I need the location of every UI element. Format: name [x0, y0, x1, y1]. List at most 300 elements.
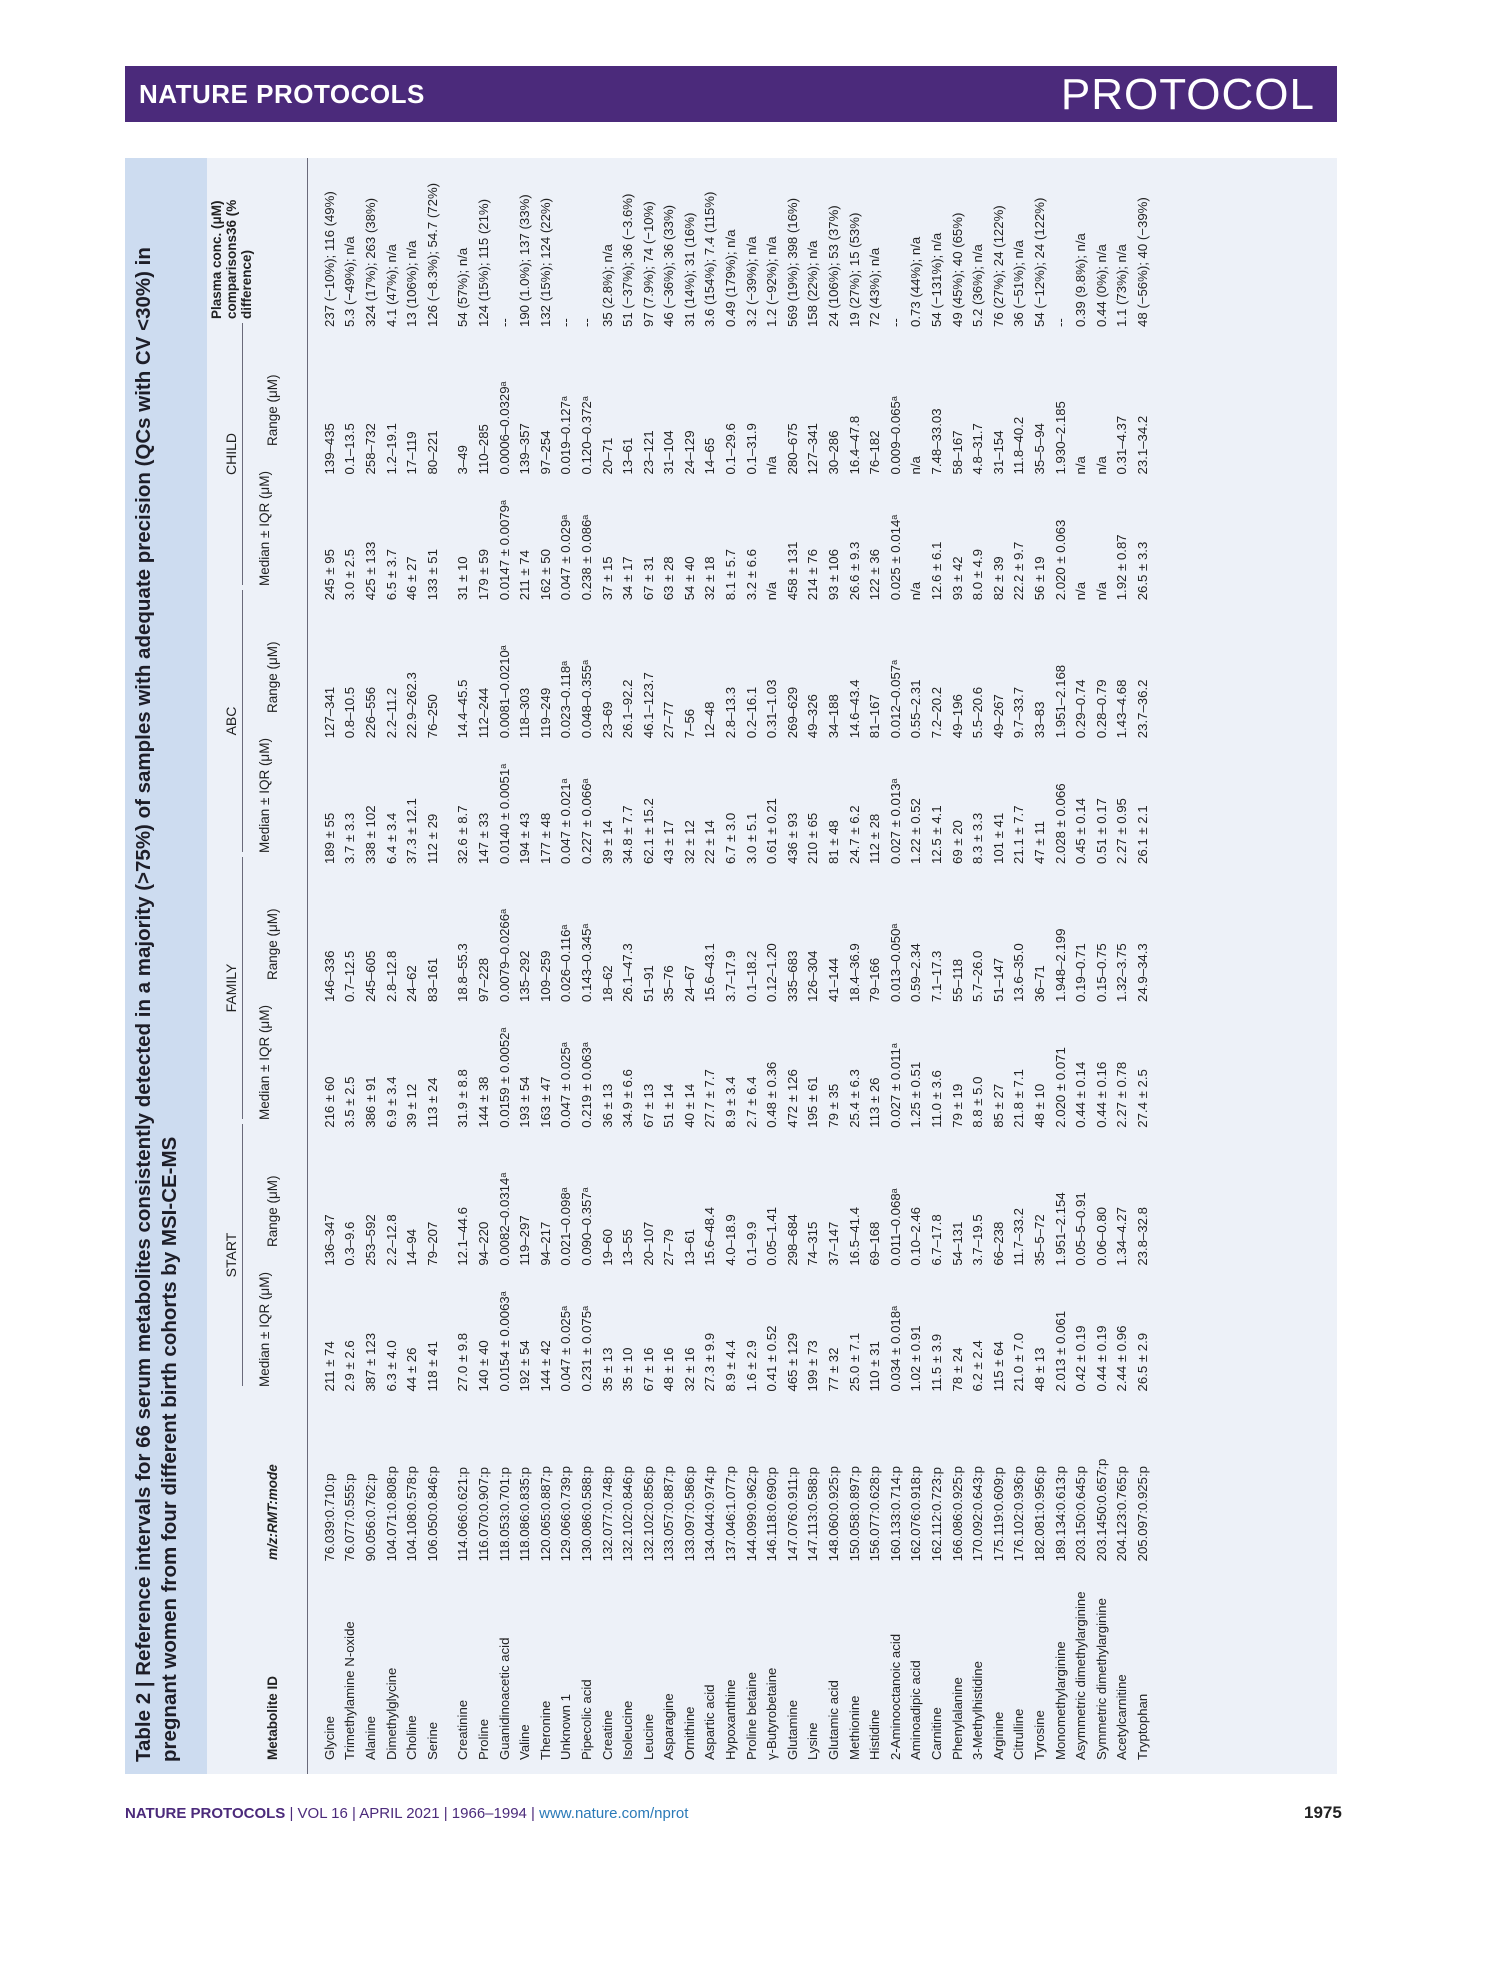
table-cell: Aspartic acid	[702, 1684, 718, 1760]
table-cell: 139–435	[321, 423, 337, 475]
table-cell: 0.011–0.068ᵃ	[887, 1188, 903, 1266]
table-cell: 37–147	[826, 1221, 842, 1266]
table-cell: 253–592	[362, 1214, 378, 1266]
table-cell: 19–60	[599, 1229, 615, 1266]
table-cell: 13–55	[620, 1229, 636, 1266]
table-cell: 48 ± 16	[661, 1347, 677, 1392]
table-cell: Acetylcarnitine	[1114, 1674, 1130, 1760]
table-cell: 16.4–47.8	[846, 415, 862, 475]
header-plasma: Plasma conc. (μM) comparisons36 (% difference)	[209, 199, 254, 319]
table-cell: 1.2–19.1	[383, 423, 399, 475]
table-cell: 0.238 ± 0.086ᵃ	[578, 514, 594, 601]
table-cell: 158 (22%); n/a	[805, 240, 821, 327]
table-cell: 0.2–16.1	[743, 686, 759, 739]
table-row	[453, 158, 474, 1774]
table-cell: 3.7–17.9	[723, 950, 739, 1002]
table-cell: 66–238	[990, 1221, 1006, 1266]
table-cell: 211 ± 74	[321, 1341, 337, 1392]
table-cell: 23–69	[599, 701, 615, 739]
table-cell: 144.099:0.962:p	[743, 1466, 759, 1562]
table-cell	[443, 864, 453, 1002]
table-cell: 194 ± 43	[517, 812, 533, 865]
table-cell: 22 ± 14	[702, 820, 718, 865]
table-cell: --	[578, 318, 594, 327]
table-cell: Glycine	[321, 1716, 337, 1760]
table-cell: 144 ± 42	[537, 1340, 553, 1392]
table-cell: 112 ± 29	[424, 813, 440, 865]
table-cell: 35 ± 13	[599, 1347, 615, 1392]
journal-name: NATURE PROTOCOLS	[139, 79, 425, 109]
table-cell: 189 ± 55	[321, 812, 337, 865]
table-cell: 134.044:0.974:p	[702, 1466, 718, 1562]
table-cell: 0.73 (44%); n/a	[908, 236, 924, 327]
table-cell: 72 (43%); n/a	[867, 247, 883, 327]
table-cell: 216 ± 60	[321, 1076, 337, 1128]
table-cell: Lysine	[805, 1722, 821, 1760]
header-range-abc: Range (μM)	[265, 641, 280, 713]
table-cell: 2.44 ± 0.96	[1114, 1325, 1130, 1392]
table-cell: 210 ± 65	[805, 812, 821, 865]
table-cell: 18.4–36.9	[846, 943, 862, 1002]
table-cell: 63 ± 28	[661, 556, 677, 601]
table-cell: 0.034 ± 0.018ᵃ	[887, 1306, 903, 1392]
table-cell: 0.0154 ± 0.0063ᵃ	[496, 1291, 512, 1392]
table-cell: 23.1–34.2	[1134, 415, 1150, 475]
table-cell: 12.6 ± 6.1	[929, 541, 945, 601]
table-cell: 48 (−56%); 40 (−39%)	[1134, 197, 1150, 327]
table-cell: 0.59–2.34	[908, 943, 924, 1002]
table-cell: 43 ± 17	[661, 820, 677, 865]
footer-journal: NATURE PROTOCOLS	[125, 1805, 286, 1822]
table-cell: 0.227 ± 0.066ᵃ	[578, 778, 594, 865]
table-cell: 0.44 ± 0.14	[1073, 1061, 1089, 1128]
table-cell: 21.1 ± 7.7	[1011, 805, 1027, 865]
table-cell: 0.28–0.79	[1093, 679, 1109, 739]
table-row	[947, 158, 968, 1774]
table-cell: 27.7 ± 7.7	[702, 1069, 718, 1128]
table-row	[988, 158, 1009, 1774]
table-cell: 113 ± 26	[867, 1077, 883, 1128]
table-row	[1091, 158, 1112, 1774]
table-cell: 132.077:0.748:p	[599, 1466, 615, 1562]
table-cell: 1.6 ± 2.9	[743, 1340, 759, 1392]
table-cell	[443, 1266, 453, 1392]
table-cell: 27.0 ± 9.8	[455, 1332, 471, 1392]
table-cell: 6.5 ± 3.7	[383, 549, 399, 601]
table-cell: 14–65	[702, 437, 718, 475]
table-row	[556, 158, 577, 1774]
table-row	[864, 158, 885, 1774]
table-cell: 79–166	[867, 957, 883, 1002]
table-cell: 46.1–123.7	[640, 672, 656, 739]
table-cell: Carnitine	[929, 1707, 945, 1760]
table-cell: 104.108:0.578:p	[404, 1466, 420, 1562]
table-cell: 436 ± 93	[784, 812, 800, 865]
table-cell: 472 ± 126	[784, 1069, 800, 1128]
table-cell: 6.7–17.8	[929, 1214, 945, 1266]
table-cell	[443, 474, 453, 600]
table-cell: 4.1 (47%); n/a	[383, 244, 399, 327]
footer-issue: | VOL 16 | APRIL 2021 | 1966–1994 |	[285, 1805, 540, 1822]
table-cell: 51 (−37%); 36 (−3.6%)	[620, 193, 636, 327]
table-cell: Valine	[517, 1724, 533, 1760]
table-cell: 166.086:0.925:p	[949, 1466, 965, 1562]
table-cell: 34.8 ± 7.7	[620, 805, 636, 865]
table-cell: 203.150:0.645:p	[1073, 1466, 1089, 1562]
table-cell: 7–56	[681, 708, 697, 739]
table-row	[1029, 158, 1050, 1774]
table-row	[782, 158, 803, 1774]
table-cell: 3.5 ± 2.5	[342, 1076, 358, 1128]
table-cell: 90.056:0.762:p	[362, 1473, 378, 1562]
table-cell: 3.2 (−39%); n/a	[743, 236, 759, 327]
table-cell: Tryptophan	[1134, 1693, 1150, 1760]
table-cell: 0.1–31.9	[743, 423, 759, 475]
table-row	[381, 158, 402, 1774]
table-cell: γ-Butyrobetaine	[764, 1667, 780, 1760]
table-cell: --	[558, 318, 574, 327]
table-cell: 112 ± 28	[867, 813, 883, 865]
table-cell: 205.097:0.925:p	[1134, 1466, 1150, 1562]
table-cell: Proline	[475, 1718, 491, 1760]
table-cell: 31.9 ± 8.8	[455, 1069, 471, 1128]
table-cell: 55–118	[949, 958, 965, 1002]
table-cell: 146–336	[321, 950, 337, 1002]
table-cell: 1.2 (−92%); n/a	[764, 236, 780, 327]
table-cell: 5.3 (−49%); n/a	[342, 236, 358, 327]
table-cell	[443, 158, 453, 327]
table-cell: 97–254	[537, 430, 553, 475]
table-cell: 32 ± 18	[702, 556, 718, 601]
table-cell: 67 ± 31	[640, 556, 656, 601]
table-cell: 13 (106%); n/a	[404, 240, 420, 327]
table-cell: 54 (−131%); n/a	[929, 232, 945, 327]
table-cell: 4.0–18.9	[723, 1214, 739, 1266]
table-cell: 119–297	[517, 1215, 533, 1266]
header-median-start: Median ± IQR (μM)	[257, 1272, 272, 1387]
table-cell: Ornithine	[681, 1706, 697, 1760]
table-row	[967, 158, 988, 1774]
table-cell: 83–161	[424, 957, 440, 1002]
table-cell: 35–5–94	[1031, 423, 1047, 475]
table-cell: 0.231 ± 0.075ᵃ	[578, 1306, 594, 1392]
table-cell: 8.1 ± 5.7	[723, 549, 739, 601]
table-cell	[443, 327, 453, 474]
table-cell: 162.076:0.918:p	[908, 1466, 924, 1562]
table-cell: 94–217	[537, 1221, 553, 1266]
table-cell: 79–207	[424, 1221, 440, 1266]
table-cell: 0.49 (179%); n/a	[723, 229, 739, 327]
table-cell: 16.5–41.4	[846, 1207, 862, 1266]
header-range-family: Range (μM)	[265, 908, 280, 980]
table-cell: 0.019–0.127ᵃ	[558, 396, 574, 475]
table-cell: 386 ± 91	[362, 1076, 378, 1128]
table-cell: 22.9–262.3	[404, 672, 420, 739]
table-cell: 3.6 (154%); 7.4 (115%)	[702, 191, 718, 327]
table-cell: 0.0082–0.0314ᵃ	[496, 1172, 512, 1266]
table-cell: 269–629	[784, 686, 800, 739]
table-cell: n/a	[908, 456, 924, 475]
table-cell: 39 ± 12	[404, 1083, 420, 1128]
table-cell: 51 ± 14	[661, 1083, 677, 1128]
table-cell: 280–675	[784, 423, 800, 475]
table-cell: 34 ± 17	[620, 556, 636, 601]
metabolite-table	[319, 158, 1153, 1774]
table-cell: 31 (14%); 31 (16%)	[681, 212, 697, 327]
table-cell: 129.066:0.739:p	[558, 1466, 574, 1562]
table-cell: Choline	[404, 1715, 420, 1760]
table-row	[494, 158, 515, 1774]
table-row	[906, 158, 927, 1774]
table-cell: 20–107	[640, 1221, 656, 1266]
table-cell: 51–91	[640, 965, 656, 1002]
table-cell: 203.1450:0.657:p	[1093, 1458, 1109, 1562]
table-cell: 106.050:0.846:p	[424, 1466, 440, 1562]
table-cell: 2.013 ± 0.061	[1052, 1310, 1068, 1392]
table-cell: 126 (−8.3%); 54.7 (72%)	[424, 182, 440, 327]
table-cell: 124 (15%); 115 (21%)	[475, 198, 491, 327]
table-cell: 14–94	[404, 1229, 420, 1266]
table-cell: 3–49	[455, 445, 471, 475]
table-cell: 31–104	[661, 430, 677, 475]
table-cell: 110–285	[475, 424, 491, 475]
table-cell: 69–168	[867, 1221, 883, 1266]
table-cell: 0.1–29.6	[723, 423, 739, 475]
table-row	[741, 158, 762, 1774]
table-cell: 23–121	[640, 430, 656, 475]
table-cell: 7.48–33.03	[929, 408, 945, 475]
table-cell: 46 ± 27	[404, 556, 420, 601]
table-cell: 137.046:1.077:p	[723, 1466, 739, 1562]
table-cell: 0.12–1.20	[764, 943, 780, 1002]
table-cell: 24–67	[681, 965, 697, 1002]
table-cell: 32 ± 12	[681, 820, 697, 865]
table-cell: 81 ± 48	[826, 820, 842, 865]
table-cell: 189.134:0.613:p	[1052, 1466, 1068, 1562]
table-cell: 26.5 ± 2.9	[1134, 1332, 1150, 1392]
table-cell: 0.29–0.74	[1073, 679, 1089, 739]
table-cell: 114.066:0.621:p	[455, 1467, 471, 1562]
table-cell: Trimethylamine N-oxide	[342, 1621, 358, 1760]
table-cell: 40 ± 14	[681, 1083, 697, 1128]
table-row	[1132, 158, 1153, 1774]
table-cell: 0.8–10.5	[342, 686, 358, 739]
table-cell: 24–62	[404, 965, 420, 1002]
table-cell: 132.102:0.846:p	[620, 1466, 636, 1562]
table-cell: 1.22 ± 0.52	[908, 798, 924, 865]
table-cell: Serine	[424, 1721, 440, 1760]
table-cell: 0.39 (9.8%); n/a	[1073, 233, 1089, 327]
table-row	[803, 158, 824, 1774]
table-cell: 0.219 ± 0.063ᵃ	[578, 1042, 594, 1128]
table-cell: 110 ± 31	[867, 1341, 883, 1392]
table-cell: Methionine	[846, 1695, 862, 1760]
table-row	[700, 158, 721, 1774]
table-cell	[443, 1391, 453, 1561]
table-cell: 0.047 ± 0.021ᵃ	[558, 778, 574, 865]
table-cell: 5.5–20.6	[970, 686, 986, 739]
table-row	[720, 158, 741, 1774]
table-cell: 33–83	[1031, 701, 1047, 739]
table-cell: 0.51 ± 0.17	[1093, 798, 1109, 865]
table-cell: 35 ± 10	[620, 1347, 636, 1392]
table-cell: 14.4–45.5	[455, 679, 471, 739]
table-cell: 146.118:0.690:p	[764, 1467, 780, 1562]
table-cell: 2.9 ± 2.6	[342, 1340, 358, 1392]
table-cell: 0.090–0.357ᵃ	[578, 1187, 594, 1266]
table-cell: 425 ± 133	[362, 541, 378, 601]
table-cell: 44 ± 26	[404, 1347, 420, 1392]
table-cell: 0.1–13.5	[342, 423, 358, 475]
table-cell: 35 (2.8%); n/a	[599, 244, 615, 327]
table-cell: 11.5 ± 3.9	[929, 1333, 945, 1392]
table-cell: 0.009–0.065ᵃ	[887, 396, 903, 475]
table-row	[926, 158, 947, 1774]
rotated-table-panel	[125, 158, 1337, 1774]
table-cell: 147 ± 33	[475, 812, 491, 865]
table-cell: 36 (−51%); n/a	[1011, 240, 1027, 327]
table-cell: 113 ± 24	[424, 1077, 440, 1128]
table-cell: 85 ± 27	[990, 1083, 1006, 1128]
table-cell: 21.0 ± 7.0	[1011, 1332, 1027, 1392]
table-cell: 147.076:0.911:p	[784, 1467, 800, 1562]
table-cell: 48 ± 10	[1031, 1083, 1047, 1128]
table-cell: 0.55–2.31	[908, 679, 924, 739]
table-cell: 3.0 ± 5.1	[743, 812, 759, 865]
table-cell: 0.0147 ± 0.0079ᵃ	[496, 500, 512, 601]
table-cell: 199 ± 73	[805, 1340, 821, 1392]
table-cell: Citrulline	[1011, 1708, 1027, 1760]
table-cell: 0.48 ± 0.36	[764, 1061, 780, 1128]
table-cell: 76–182	[867, 430, 883, 475]
table-cell: 139–357	[517, 423, 533, 475]
table-cell: 56 ± 19	[1031, 556, 1047, 601]
table-cell: 2.028 ± 0.066	[1052, 783, 1068, 865]
table-cell: 6.3 ± 4.0	[383, 1340, 399, 1392]
table-cell: 76.077:0.555:p	[342, 1473, 358, 1562]
table-cell: 31 ± 10	[455, 556, 471, 601]
table-cell: 1.25 ± 0.51	[908, 1061, 924, 1128]
table-cell: 2.2–11.2	[383, 687, 399, 739]
table-cell: 132.102:0.856:p	[640, 1466, 656, 1562]
table-cell: 0.120–0.372ᵃ	[578, 396, 594, 475]
table-row	[1050, 158, 1071, 1774]
header-mode: m/z:RMT:mode	[265, 1464, 280, 1560]
footer-url[interactable]: www.nature.com/nprot	[539, 1805, 689, 1822]
table-cell: 37 ± 15	[599, 556, 615, 601]
table-cell: 109–259	[537, 950, 553, 1002]
table-cell: 8.0 ± 4.9	[970, 549, 986, 601]
table-cell: 258–732	[362, 423, 378, 475]
table-cell: 193 ± 54	[517, 1076, 533, 1128]
table-cell: 182.081:0.956:p	[1031, 1466, 1047, 1562]
table-cell: 97 (7.9%); 74 (−10%)	[640, 201, 656, 327]
table-cell: 15.6–48.4	[702, 1207, 718, 1266]
table-cell: 24.7 ± 6.2	[846, 805, 862, 865]
table-cell: 118 ± 41	[424, 1341, 440, 1392]
table-cell: n/a	[1073, 581, 1089, 601]
table-cell: n/a	[764, 581, 780, 601]
table-cell: 148.060:0.925:p	[826, 1466, 842, 1562]
table-cell: 2.8–12.8	[383, 950, 399, 1002]
table-cell: Isoleucine	[620, 1700, 636, 1760]
table-cell: 0.61 ± 0.21	[764, 798, 780, 865]
table-cell: 136–347	[321, 1214, 337, 1266]
table-cell: 192 ± 54	[517, 1340, 533, 1392]
table-cell: 0.44 ± 0.16	[1093, 1061, 1109, 1128]
table-cell: 177 ± 48	[537, 812, 553, 865]
table-cell: 179 ± 59	[475, 549, 491, 601]
table-cell: 118–303	[517, 687, 533, 739]
table-cell: Symmetric dimethylarginine	[1093, 1598, 1109, 1760]
table-cell: 0.05–1.41	[764, 1207, 780, 1266]
table-row	[422, 158, 443, 1774]
table-cell: Glutamine	[784, 1699, 800, 1760]
table-cell: 79 ± 19	[949, 1083, 965, 1128]
table-cell: 74–315	[805, 1221, 821, 1266]
table-cell: 298–684	[784, 1214, 800, 1266]
table-cell: 49–326	[805, 694, 821, 739]
table-cell: 0.44 ± 0.19	[1093, 1325, 1109, 1392]
table-cell: Dimethylglycine	[383, 1667, 399, 1760]
table-row	[1009, 158, 1030, 1774]
table-cell: 8.3 ± 3.3	[970, 812, 986, 865]
table-cell: 8.9 ± 4.4	[723, 1340, 739, 1392]
table-cell: 0.31–1.03	[764, 679, 780, 739]
table-cell: 0.0079–0.0266ᵃ	[496, 909, 512, 1002]
table-cell: 122 ± 36	[867, 549, 883, 601]
table-cell: 21.8 ± 7.1	[1011, 1069, 1027, 1128]
table-cell: 76 (27%); 24 (122%)	[990, 205, 1006, 327]
table-cell: 23.7–36.2	[1134, 679, 1150, 739]
table-cell: 36 ± 13	[599, 1083, 615, 1128]
table-cell: 2.8–13.3	[723, 686, 739, 739]
table-cell: 2.27 ± 0.78	[1114, 1061, 1130, 1128]
table-cell: 2.2–12.8	[383, 1214, 399, 1266]
table-cell: 465 ± 129	[784, 1332, 800, 1392]
table-cell: Phenylalanine	[949, 1677, 965, 1760]
table-cell: 163 ± 47	[537, 1076, 553, 1128]
table-cell: 94–220	[475, 1221, 491, 1266]
table-cell: 1.951–2.168	[1052, 664, 1068, 739]
table-row	[319, 158, 340, 1774]
table-cell: 0.06–0.80	[1093, 1207, 1109, 1266]
table-cell: 0.0159 ± 0.0052ᵃ	[496, 1027, 512, 1128]
table-cell: 77 ± 32	[826, 1347, 842, 1392]
table-cell: Pipecolic acid	[578, 1679, 594, 1760]
table-cell: 26.1 ± 2.1	[1134, 805, 1150, 865]
table-cell: 335–683	[784, 950, 800, 1002]
cohort-abc: ABC	[223, 590, 243, 852]
table-row	[844, 158, 865, 1774]
table-cell: 3.7–19.5	[970, 1214, 986, 1266]
page-number: 1975	[1304, 1803, 1342, 1822]
table-cell: 1.32–3.75	[1114, 943, 1130, 1002]
table-cell: 6.7 ± 3.0	[723, 812, 739, 865]
table-cell: 76–250	[424, 694, 440, 739]
table-cell: 245–605	[362, 950, 378, 1002]
table-cell: 27–79	[661, 1229, 677, 1266]
table-cell: 8.9 ± 3.4	[723, 1076, 739, 1128]
cohort-start: START	[223, 1124, 243, 1386]
table-cell: 26.1–92.2	[620, 679, 636, 739]
table-cell: 15.6–43.1	[702, 943, 718, 1002]
table-cell: 80–221	[424, 430, 440, 475]
table-cell: 41–144	[826, 957, 842, 1002]
table-cell: 18.8–55.3	[455, 943, 471, 1002]
table-cell: Asymmetric dimethylarginine	[1073, 1591, 1089, 1760]
table-cell: 1.34–4.27	[1114, 1207, 1130, 1266]
